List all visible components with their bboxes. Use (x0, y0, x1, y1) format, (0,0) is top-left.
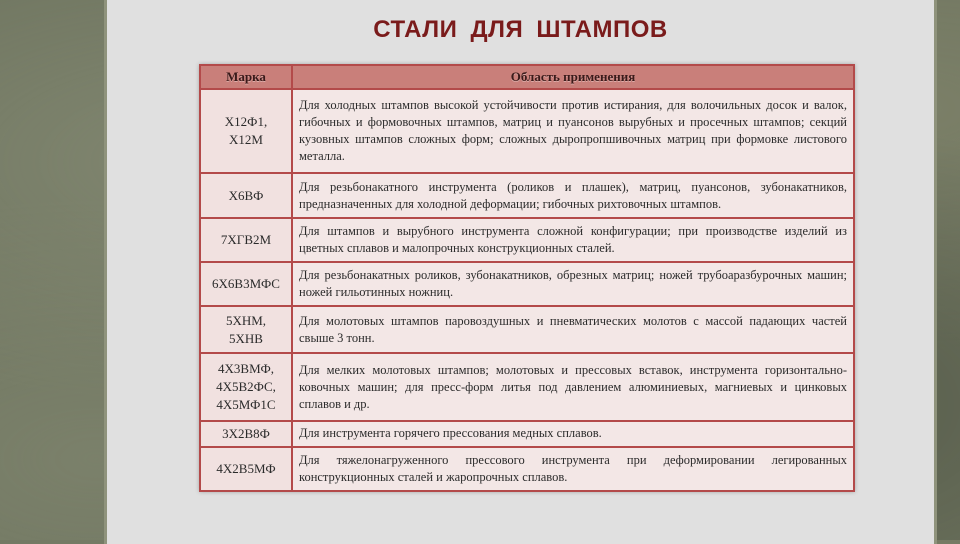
grade-cell: 3Х2В8Ф (201, 422, 291, 446)
grade-cell: Х12Ф1, Х12М (201, 90, 291, 172)
application-cell: Для тяжелонагруженного прессового инструмента при деформировании легированных конструкционных сталей и жаропрочных сплавов. (293, 448, 853, 490)
grade-cell: 5ХНМ, 5ХНВ (201, 307, 291, 352)
application-cell: Для мелких молотовых штампов; молотовых и прессовых вставок, инструмента горизонтально-ковочных машин; для пресс-форм литья под давлением алюминиевых, магниевых и цинковых сплавов и др. (293, 354, 853, 420)
application-cell: Для холодных штампов высокой устойчивости против истирания, для волочильных досок и валок, гибочных и формовочных штампов, матриц и пуансонов вырубных и просечных штампов; секций кузовных штампов сложных форм; сложных дыропропшивочных матриц при формовке листового металла. (293, 90, 853, 172)
application-cell: Для резьбонакатных роликов, зубонакатников, обрезных матриц; ножей трубоаразбурочных машин; ножей гильотинных ножниц. (293, 263, 853, 305)
table-row (201, 448, 853, 490)
table-row (201, 90, 853, 172)
table-row (201, 307, 853, 352)
application-cell: Для инструмента горячего прессования медных сплавов. (293, 422, 853, 446)
steel-table-container (199, 64, 855, 492)
grade-cell: 4Х3ВМФ, 4Х5В2ФС, 4Х5МФ1С (201, 354, 291, 420)
application-cell: Для резьбонакатного инструмента (роликов и плашек), матриц, пуансонов, зубонакатников, предназначенных для холодной деформации; гибочных рихтовочных штампов. (293, 174, 853, 216)
application-cell: Для штампов и вырубного инструмента сложной конфигурации; при производстве изделий из цветных сплавов и малопрочных конструкционных сталей. (293, 219, 853, 261)
table-row (201, 354, 853, 420)
slide-title: СТАЛИ ДЛЯ ШТАМПОВ (373, 16, 668, 43)
table-row (201, 174, 853, 216)
table-row (201, 263, 853, 305)
grade-cell: 7ХГВ2М (201, 219, 291, 261)
table-header-row (201, 66, 853, 88)
grade-cell: Х6ВФ (201, 174, 291, 216)
header-grade: Марка (201, 66, 291, 88)
steel-table (199, 64, 855, 492)
application-cell: Для молотовых штампов паровоздушных и пневматических молотов с массой падающих частей свыше 3 тонн. (293, 307, 853, 352)
header-application: Область применения (293, 66, 853, 88)
grade-cell: 4Х2В5МФ (201, 448, 291, 490)
table-row (201, 219, 853, 261)
table-row (201, 422, 853, 446)
grade-cell: 6Х6В3МФС (201, 263, 291, 305)
